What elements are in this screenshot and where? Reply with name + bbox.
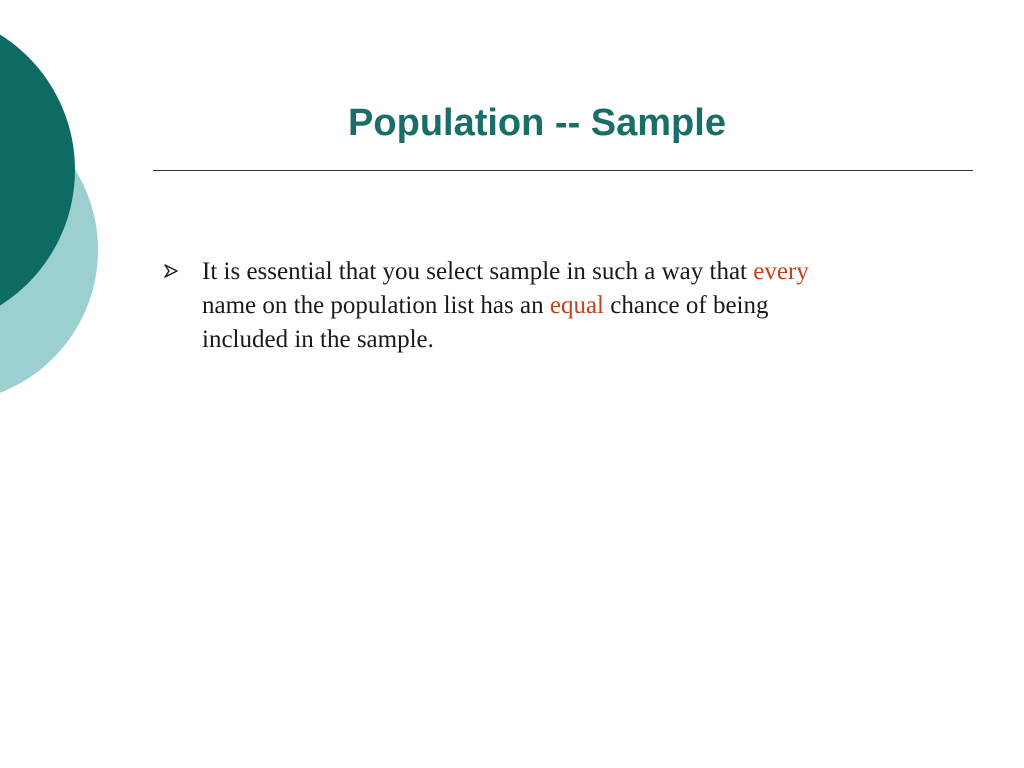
- title-divider: [153, 170, 973, 171]
- decorative-circles: [0, 0, 120, 420]
- bullet-list: [160, 255, 860, 357]
- arrowhead-bullet-icon: [164, 263, 178, 279]
- slide-title: Population -- Sample: [348, 102, 726, 144]
- highlight-word-equal: equal: [549, 292, 604, 319]
- bullet-text-part-1: It is essential that you select sample in such a way that: [202, 258, 754, 285]
- bullet-text-part-3: chance of being included in the sample.: [202, 292, 769, 353]
- bullet-item: [160, 255, 860, 357]
- bullet-text-part-2: name on the population list has an: [202, 292, 550, 319]
- highlight-word-every: every: [753, 258, 809, 285]
